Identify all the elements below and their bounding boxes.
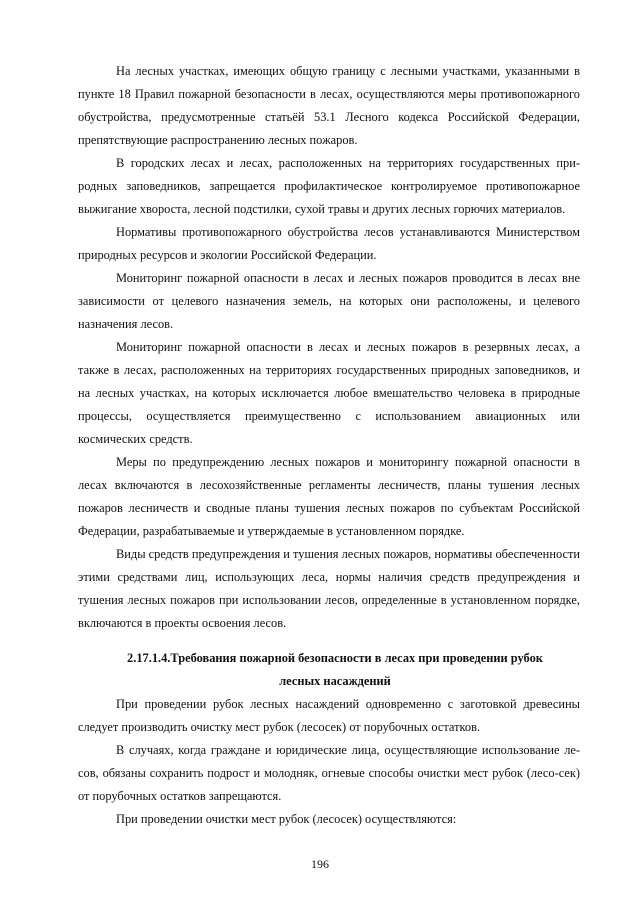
paragraph: При проведении очистки мест рубок (лесосек) осуществляются: (116, 812, 457, 826)
paragraph: Мониторинг пожарной опасности в лесах и лесных пожаров проводится в лесах вне зависимости от целевого назначения земель, на которых они расположены, и целевого назначения лесов. (78, 271, 580, 331)
paragraph: Мониторинг пожарной опасности в лесах и лесных пожаров в резервных лесах, а также в лесах, расположенных на территориях государственных природных заповедников, и на лесных участках, на которых исключается любое вмешательство человека в природные процессы, осуществляется преимущественно с использованием авиационных или космических средств. (78, 340, 580, 446)
page-content (78, 60, 580, 831)
section-heading: 2.17.1.4.Требования пожарной безопасности в лесах при проведении рубок лесных насаждений (127, 651, 543, 688)
paragraph: Нормативы противопожарного обустройства лесов устанавливаются Министерством природных ресурсов и экологии Российской Федерации. (78, 225, 580, 262)
page-number: 196 (311, 857, 329, 871)
paragraph: Виды средств предупреждения и тушения лесных пожаров, нормативы обеспеченности этими средствами лиц, использующих леса, нормы наличия средств предупреждения и тушения лесных пожаров при использовании лесов, определенные в установленном порядке, включаются в проекты освоения лесов. (78, 547, 580, 630)
paragraph: В случаях, когда граждане и юридические лица, осуществляющие использование ле-сов, обязаны сохранить подрост и молодняк, огневые способы очистки мест рубок (лесо-сек) от порубочных остатков запрещаются. (78, 743, 580, 803)
paragraph: В городских лесах и лесах, расположенных на территориях государственных природных заповедников, запрещается профилактическое контролируемое противопожарное выжигание хвороста, лесной подстилки, сухой травы и других лесных горючих материалов. (78, 156, 580, 216)
paragraph: При проведении рубок лесных насаждений одновременно с заготовкой древесины следует производить очистку мест рубок (лесосек) от порубочных остатков. (78, 697, 580, 734)
paragraph: Меры по предупреждению лесных пожаров и мониторингу пожарной опасности в лесах включаются в лесохозяйственные регламенты лесничеств, планы тушения лесных пожаров лесничеств и сводные планы тушения лесных пожаров по субъектам Российской Федерации, разрабатываемые и утверждаемые в установленном порядке. (78, 455, 580, 538)
paragraph: На лесных участках, имеющих общую границу с лесными участками, указанными в пункте 18 Правил пожарной безопасности в лесах, осуществляются меры противопожарного обустройства, предусмотренные статьёй 53.1 Лесного кодекса Российской Федерации, препятствующие распространению лесных пожаров. (78, 64, 580, 147)
